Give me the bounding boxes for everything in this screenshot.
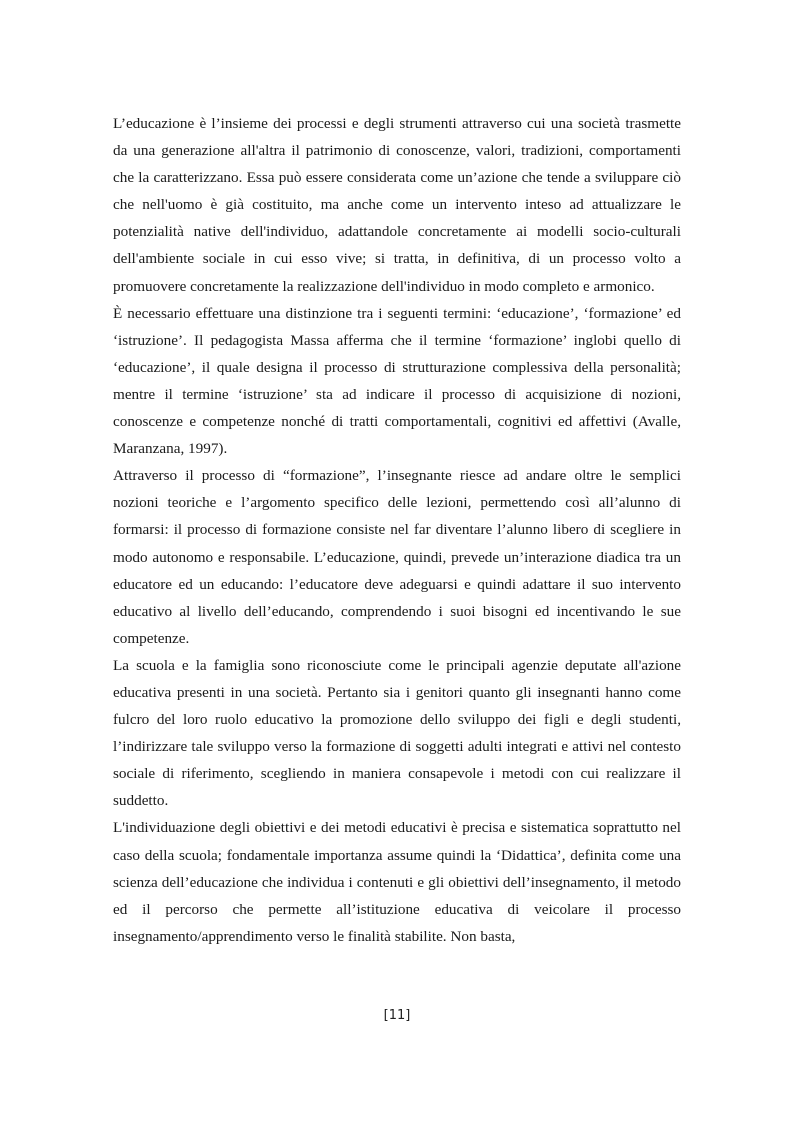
paragraph-distinzione-termini: È necessario effettuare una distinzione tra i seguenti termini: ‘educazione’, ‘formazione’ ed ‘istruzione’. Il pedagogista Massa afferma che il termine ‘formazione’ inglobi quello di ‘educazione’, il quale designa il processo di strutturazione complessiva della personalità; mentre il termine ‘istruzione’ sta ad indicare il processo di acquisizione di nozioni, conoscenze e competenze nonché di tratti comportamentali, cognitivi ed affettivi (Avalle, Maranzana, 1997).: [113, 304, 681, 458]
page-number: [11]: [383, 1008, 411, 1023]
paragraph-processo-formazione: Attraverso il processo di “formazione”, l’insegnante riesce ad andare oltre le semplici nozioni teoriche e l’argomento specifico delle lezioni, permettendo così all’alunno di formarsi: il processo di formazione consiste nel far diventare l’alunno libero di scegliere in modo autonomo e responsabile. L’educazione, quindi, prevede un’interazione diadica tra un educatore ed un educando: l’educatore deve adeguarsi e quindi adattare il suo intervento educativo al livello dell’educando, comprendendo i suoi bisogni ed incentivando le sue competenze.: [113, 467, 681, 647]
paragraph-scuola-famiglia: La scuola e la famiglia sono riconosciute come le principali agenzie deputate all'azione educativa presenti in una società. Pertanto sia i genitori quanto gli insegnanti hanno come fulcro del loro ruolo educativo la promozione dello sviluppo dei figli e degli studenti, l’indirizzare tale sviluppo verso la formazione di soggetti adulti integrati e attivi nel contesto sociale di riferimento, scegliendo in maniera consapevole i metodi con cui realizzare il suddetto.: [113, 656, 681, 810]
paragraph-educazione-definizione: L’educazione è l’insieme dei processi e degli strumenti attraverso cui una società trasmette da una generazione all'altra il patrimonio di conoscenze, valori, tradizioni, comportamenti che la caratterizzano. Essa può essere considerata come un’azione che tende a sviluppare ciò che nell'uomo è già costituito, ma anche come un intervento inteso ad attualizzare le potenzialità native dell'individuo, adattandole concretamente ai modelli socio-culturali dell'ambiente sociale in cui esso vive; si tratta, in definitiva, di un processo volto a promuovere concretamente la realizzazione dell'individuo in modo completo e armonico.: [113, 115, 681, 295]
paragraph-didattica: L'individuazione degli obiettivi e dei metodi educativi è precisa e sistematica soprattutto nel caso della scuola; fondamentale importanza assume quindi la ‘Didattica’, definita come una scienza dell’educazione che individua i contenuti e gli obiettivi dell’insegnamento, il metodo ed il percorso che permette all’istituzione educativa di veicolare il processo insegnamento/apprendimento verso le finalità stabilite. Non basta,: [113, 819, 681, 945]
page-body: [113, 110, 681, 950]
